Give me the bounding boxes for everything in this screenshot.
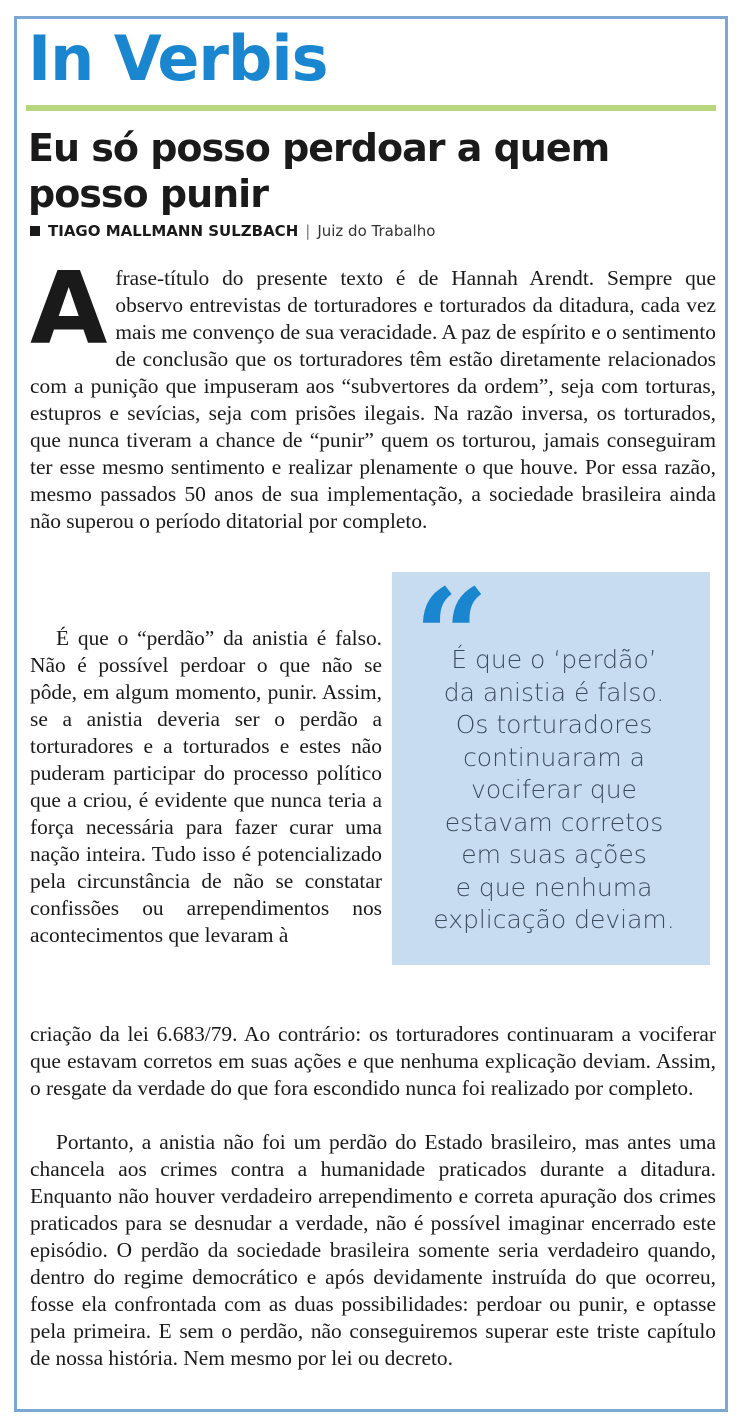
pull-quote-box	[392, 560, 710, 965]
article-paragraph-1-wrap	[30, 250, 716, 625]
byline	[30, 221, 435, 241]
byline-square-icon	[30, 226, 40, 236]
article-paragraph-1: frase-título do presente texto é de Hannah Arendt. Sempre que observo entrevistas de torturadores e torturados da ditadura, cada vez mais me convenço de sua veracidade. A paz de espírito e o sentimento de conclusão que os torturadores têm estão diretamente relacionados com a punição que impuseram aos “subvertores da ordem”, seja com torturas, estupros e sevícias, seja com prisões ilegais. Na razão inversa, os torturados, que nunca tiveram a chance de “punir” quem os torturou, jamais conseguiram ter esse mesmo sentimento e realizar plenamente o que houve. Por essa razão, mesmo passados 50 anos de sua implementação, a sociedade brasileira ainda não superou o período ditatorial por completo.	[30, 266, 716, 533]
article-paragraph-2: É que o “perdão” da anistia é falso. Não é possível perdoar o que não se pôde, em algum momento, punir. Assim, se a anistia deveria ser o perdão a torturadores e a torturados e estes não puderam participar do processo político que a criou, é evidente que nunca teria a força necessária para fazer curar uma nação inteira. Tudo isso é potencializado pela circunstância de não se constatar confissões ou arrependimentos nos acontecimentos que levaram à	[30, 626, 382, 947]
section-divider	[26, 105, 716, 111]
byline-separator: |	[305, 222, 311, 240]
drop-cap: A	[30, 250, 108, 367]
section-title: In Verbis	[28, 22, 328, 95]
byline-author: TIAGO MALLMANN SULZBACH	[48, 222, 299, 240]
byline-role: Juiz do Trabalho	[317, 222, 436, 240]
article-paragraph-2-continued: criação da lei 6.683/79. Ao contrário: os torturadores continuaram a vociferar que estavam corretos em suas ações e que nenhuma explicação deviam. Assim, o resgate da verdade do que fora escondido nunca foi realizado por completo.	[30, 1022, 716, 1100]
article-frame	[14, 16, 728, 1412]
article-paragraph-3: Portanto, a anistia não foi um perdão do Estado brasileiro, mas antes uma chancela aos crimes contra a humanidade praticados durante a ditadura. Enquanto não houver verdadeiro arrependimento e correta apuração dos crimes praticados para se desnudar a verdade, não é possível imaginar encerrado este episódio. O perdão da sociedade brasileira somente seria verdadeiro quando, dentro do regime democrático e após devidamente instruída do que ocorreu, fosse ela confrontada com as duas possibilidades: perdoar ou punir, e optasse pela primeira. E sem o perdão, não conseguiremos superar este triste capítulo de nossa história. Nem mesmo por lei ou decreto.	[30, 1130, 716, 1370]
article-headline: Eu só posso perdoar a quem posso punir	[28, 126, 610, 216]
pull-quote-text: É que o ‘perdão’ da anistia é falso. Os torturadores continuaram a vociferar que estavam corretos em suas ações e que nenhuma explicação deviam.	[433, 645, 675, 934]
quote-mark-icon: “	[414, 560, 489, 713]
